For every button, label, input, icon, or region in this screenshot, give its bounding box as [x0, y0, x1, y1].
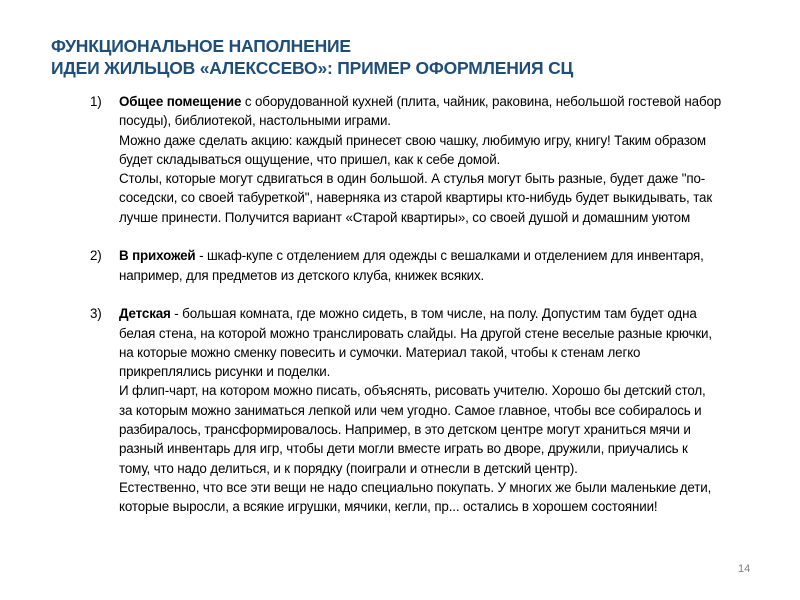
list-item-kids-room: [90, 304, 722, 516]
list-item-text: с оборудованной кухней (плита, чайник, раковина, небольшой гостевой набор посуды), библиотекой, настольными играми.: [119, 94, 722, 129]
list-item-text: - шкаф-купе с отделением для одежды с вешалками и отделением для инвентаря, например, для предметов из детского клуба, книжек всяких.: [119, 248, 704, 283]
list-item-number: 1): [90, 94, 102, 109]
list-item-number: 2): [90, 248, 102, 264]
list-item-number: 3): [90, 306, 102, 322]
list-item-text: - большая комната, где можно сидеть, в том числе, на полу. Допустим там будет одна белая стена, на которой можно транслировать слайды. На другой стене веселые разные крючки, на которые можно сменку повесить и сумочки. Материал такой, чтобы к стенам легко прикреплялись рисунки и поделки.: [119, 306, 712, 380]
list-item-paragraph: Можно даже сделать акцию: каждый принесет свою чашку, любимую игру, книгу! Таким образом будет складываться ощущение, что пришел, как к себе домой.: [119, 132, 706, 167]
list-item-paragraph: Столы, которые могут сдвигаться в один большой. А стулья могут быть разные, будет даже "по-соседски, со своей табуреткой", наверняка из старой квартиры кто-нибудь будет выкидывать, так лучше принести. Получится вариант «Старой квартиры», со своей душой и домашним уютом: [119, 171, 713, 225]
title-line-1: ФУНКЦИОНАЛЬНОЕ НАПОЛНЕНИЕ: [51, 36, 351, 56]
list-item-heading: В прихожей: [119, 248, 196, 264]
list-item-paragraph: [119, 92, 722, 131]
list-item-common-room: [90, 92, 722, 227]
list-item-paragraph: Естественно, что все эти вещи не надо специально покупать. У многих же были маленькие дети, которые выросли, а всякие игрушки, мячики, кегли, пр... остались в хорошем состоянии!: [119, 479, 712, 515]
list-item-paragraph: [119, 304, 722, 381]
list-item-paragraph: [119, 246, 722, 285]
list-item-heading: Общее помещение: [119, 94, 242, 109]
page-number: 14: [738, 563, 751, 575]
title-line-2: ИДЕИ ЖИЛЬЦОВ «АЛЕКССЕВО»: ПРИМЕР ОФОРМЛЕНИЯ СЦ: [51, 58, 574, 78]
list-item-heading: Детская: [119, 306, 171, 322]
numbered-list: [90, 92, 722, 517]
list-item-paragraph: И флип-чарт, на котором можно писать, объяснять, рисовать учителю. Хорошо бы детский стол, за которым можно заниматься лепкой или чем угодно. Самое главное, чтобы все собиралось и разбиралось, трансформировалось. Например, в это детском центре могут храниться мячи и разный инвентарь для игр, чтобы дети могли вместе играть во дворе, дружили, приучались к тому, что надо делиться, и к порядку (поиграли и отнесли в детский центр).: [119, 383, 706, 476]
slide-title: [51, 35, 771, 79]
list-item-hallway: [90, 246, 722, 285]
